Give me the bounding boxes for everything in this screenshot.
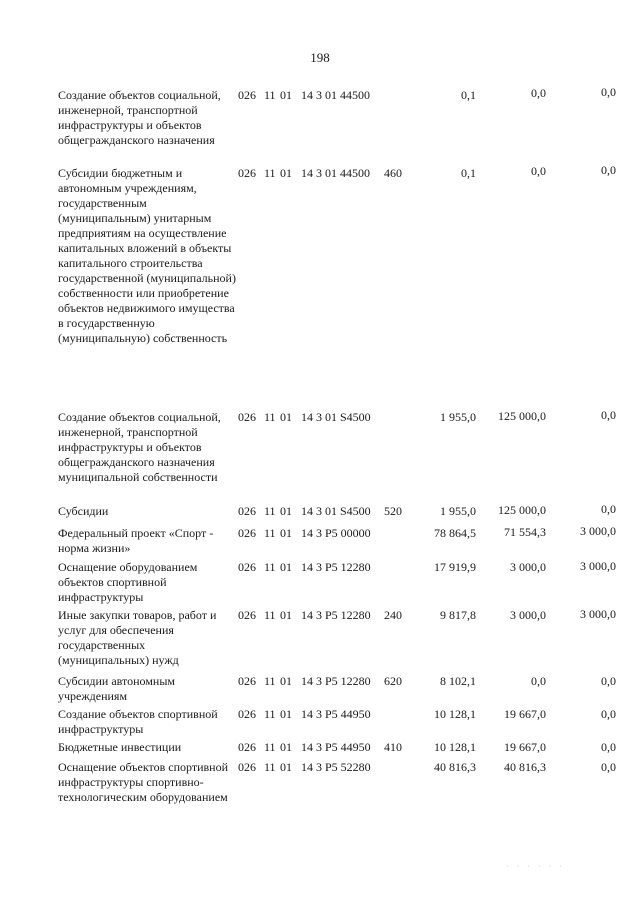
row-value-3: 0,0 xyxy=(601,674,616,688)
row-value-3: 3 000,0 xyxy=(580,524,616,538)
row-value-2: 71 554,3 xyxy=(504,525,546,539)
row-pr: 01 xyxy=(280,504,292,518)
row-rz: 11 xyxy=(264,608,276,622)
row-value-1: 1 955,0 xyxy=(440,410,476,424)
row-name: Создание объектов социальной, инженерной, транспортной инфраструктуры и объектов общегражданского назначения муниципальной собственности xyxy=(58,410,221,484)
row-vr: 620 xyxy=(384,674,402,688)
row-value-1: 10 128,1 xyxy=(434,740,476,754)
row-vr: 520 xyxy=(384,504,402,518)
row-ved: 026 xyxy=(238,88,256,102)
row-name: Создание объектов спортивной инфраструктуры xyxy=(58,707,218,736)
row-value-2: 3 000,0 xyxy=(510,608,546,622)
row-value-3: 0,0 xyxy=(601,163,616,177)
row-value-2: 125 000,0 xyxy=(498,503,546,517)
row-pr: 01 xyxy=(280,760,292,774)
row-csr: 14 3 P5 12280 xyxy=(301,674,371,688)
row-ved: 026 xyxy=(238,740,256,754)
row-csr: 14 3 P5 44950 xyxy=(301,740,371,754)
row-value-3: 0,0 xyxy=(601,707,616,721)
row-value-1: 10 128,1 xyxy=(434,707,476,721)
row-value-1: 9 817,8 xyxy=(440,608,476,622)
row-value-1: 0,1 xyxy=(461,166,476,180)
page-number: 198 xyxy=(310,50,330,65)
row-csr: 14 3 P5 52280 xyxy=(301,760,371,774)
row-csr: 14 3 P5 44950 xyxy=(301,707,371,721)
row-name: Федеральный проект «Спорт - норма жизни» xyxy=(58,526,214,555)
row-value-2: 0,0 xyxy=(531,164,546,178)
row-value-1: 8 102,1 xyxy=(440,674,476,688)
row-ved: 026 xyxy=(238,410,256,424)
row-value-2: 0,0 xyxy=(531,86,546,100)
row-csr: 14 3 P5 12280 xyxy=(301,560,371,574)
row-name: Субсидии xyxy=(58,504,109,518)
row-pr: 01 xyxy=(280,707,292,721)
row-csr: 14 3 01 S4500 xyxy=(301,504,371,518)
row-pr: 01 xyxy=(280,740,292,754)
row-name: Оснащение объектов спортивной инфраструктуры спортивно-технологическим оборудованием xyxy=(58,760,229,804)
row-csr: 14 3 01 44500 xyxy=(301,166,370,180)
row-value-3: 3 000,0 xyxy=(580,559,616,573)
row-name: Бюджетные инвестиции xyxy=(58,740,182,754)
row-ved: 026 xyxy=(238,560,256,574)
row-vr: 460 xyxy=(384,166,402,180)
row-value-2: 40 816,3 xyxy=(504,760,546,774)
row-rz: 11 xyxy=(264,760,276,774)
row-rz: 11 xyxy=(264,504,276,518)
row-value-2: 3 000,0 xyxy=(510,560,546,574)
row-ved: 026 xyxy=(238,760,256,774)
row-value-2: 0,0 xyxy=(531,674,546,688)
row-value-3: 0,0 xyxy=(601,408,616,422)
row-rz: 11 xyxy=(264,707,276,721)
row-ved: 026 xyxy=(238,674,256,688)
row-name: Субсидии бюджетным и автономным учреждениям, государственным (муниципальным) унитарным предприятиям на осуществление капитальных вложений в объекты капитального строительства государственной (муниципальной) собственности или приобретение объектов недвижимого имущества в государственную (муниципальную) собственность xyxy=(58,166,236,345)
row-rz: 11 xyxy=(264,410,276,424)
row-rz: 11 xyxy=(264,166,276,180)
row-value-3: 3 000,0 xyxy=(580,607,616,621)
row-value-3: 0,0 xyxy=(601,740,616,754)
row-name: Субсидии автономным учреждениям xyxy=(58,674,175,703)
row-pr: 01 xyxy=(280,410,292,424)
row-value-1: 0,1 xyxy=(461,88,476,102)
row-ved: 026 xyxy=(238,526,256,540)
row-vr: 240 xyxy=(384,608,402,622)
row-pr: 01 xyxy=(280,608,292,622)
row-csr: 14 3 01 44500 xyxy=(301,88,370,102)
row-ved: 026 xyxy=(238,608,256,622)
row-value-1: 78 864,5 xyxy=(434,526,476,540)
row-rz: 11 xyxy=(264,740,276,754)
row-value-2: 19 667,0 xyxy=(504,740,546,754)
row-csr: 14 3 P5 12280 xyxy=(301,608,371,622)
row-pr: 01 xyxy=(280,560,292,574)
row-pr: 01 xyxy=(280,526,292,540)
row-ved: 026 xyxy=(238,166,256,180)
row-rz: 11 xyxy=(264,526,276,540)
row-name: Иные закупки товаров, работ и услуг для обеспечения государственных (муниципальных) нужд xyxy=(58,608,217,667)
row-ved: 026 xyxy=(238,707,256,721)
scan-artifact: · · · · · · xyxy=(506,862,565,871)
row-pr: 01 xyxy=(280,166,292,180)
row-value-3: 0,0 xyxy=(601,760,616,774)
row-value-3: 0,0 xyxy=(601,85,616,99)
row-value-1: 40 816,3 xyxy=(434,760,476,774)
row-csr: 14 3 01 S4500 xyxy=(301,410,371,424)
row-value-3: 0,0 xyxy=(601,502,616,516)
row-rz: 11 xyxy=(264,674,276,688)
row-name: Оснащение оборудованием объектов спортивной инфраструктуры xyxy=(58,560,198,604)
row-value-1: 1 955,0 xyxy=(440,504,476,518)
row-value-1: 17 919,9 xyxy=(434,560,476,574)
row-csr: 14 3 P5 00000 xyxy=(301,526,371,540)
row-pr: 01 xyxy=(280,674,292,688)
row-vr: 410 xyxy=(384,740,402,754)
row-value-2: 19 667,0 xyxy=(504,707,546,721)
row-value-2: 125 000,0 xyxy=(498,409,546,423)
row-pr: 01 xyxy=(280,88,292,102)
row-rz: 11 xyxy=(264,88,276,102)
row-ved: 026 xyxy=(238,504,256,518)
row-name: Создание объектов социальной, инженерной, транспортной инфраструктуры и объектов общегражданского назначения xyxy=(58,88,221,147)
row-rz: 11 xyxy=(264,560,276,574)
